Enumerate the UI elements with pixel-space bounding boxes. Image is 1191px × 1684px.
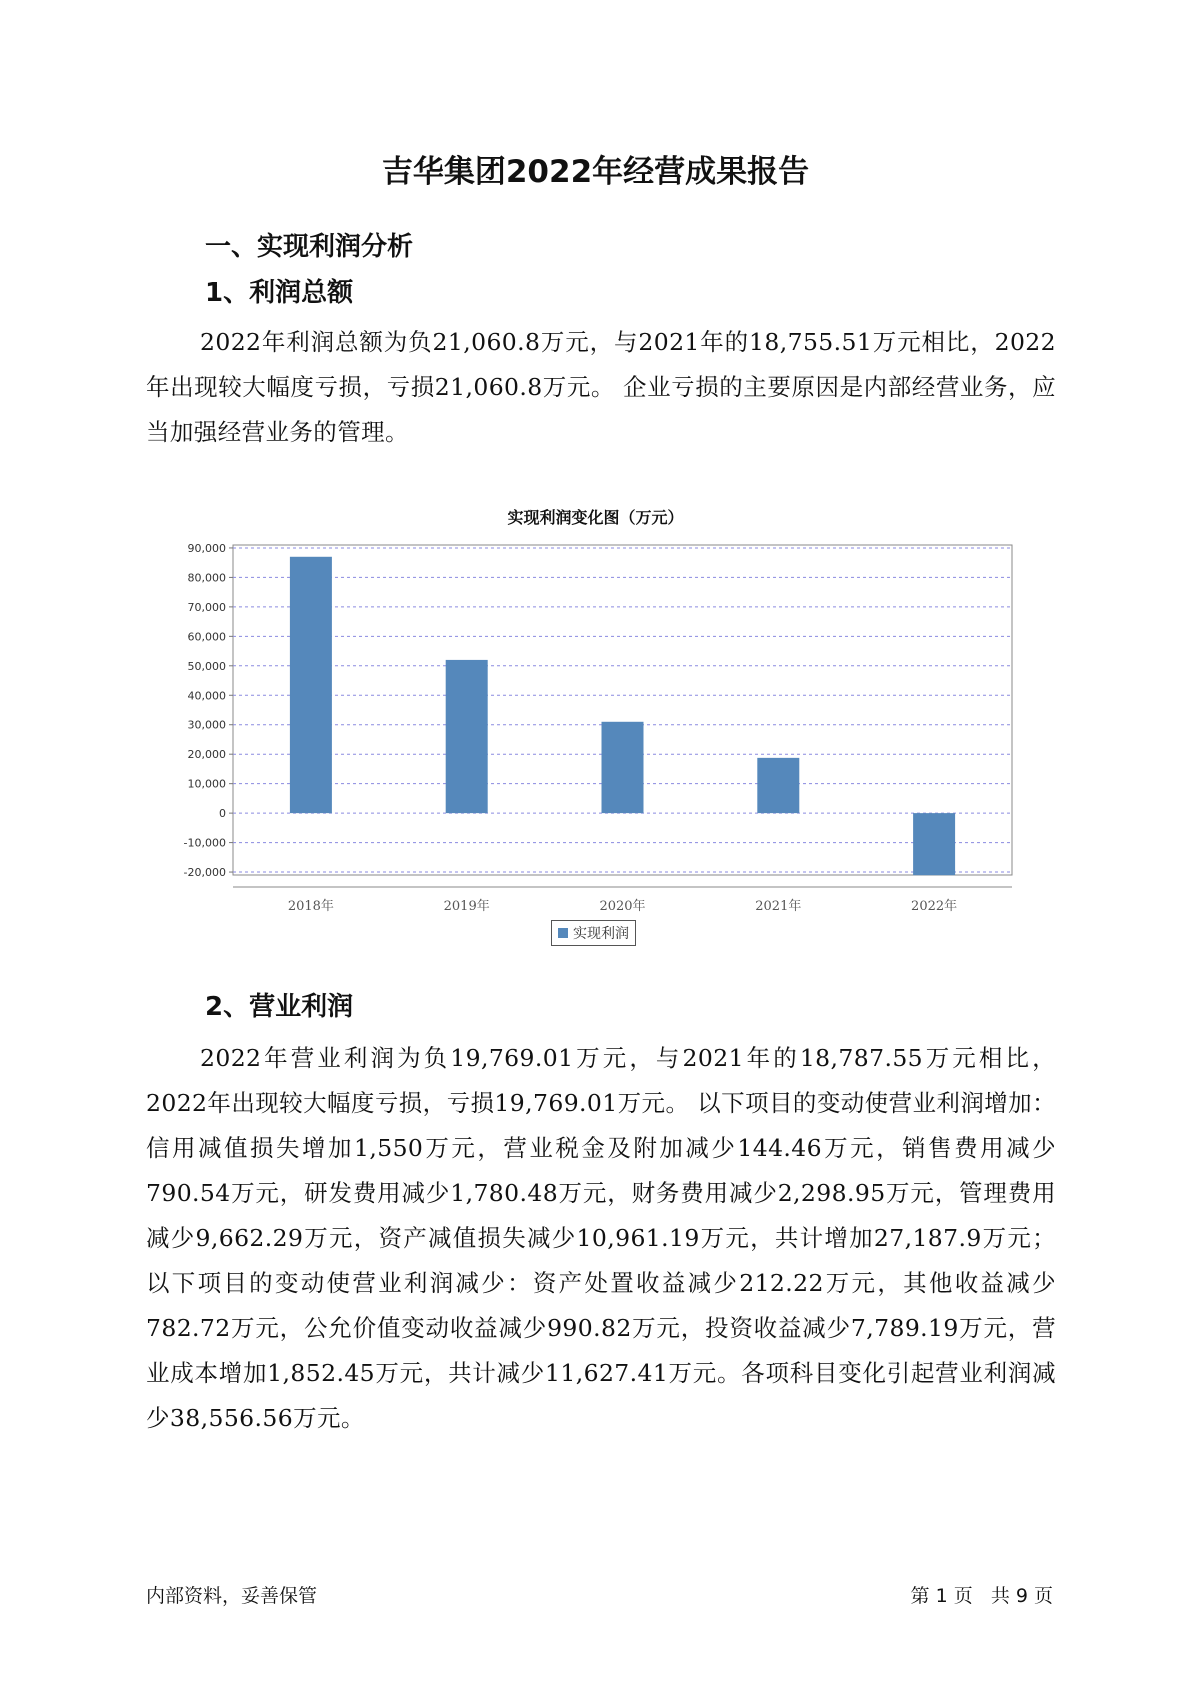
- bar-2019年: [446, 660, 488, 813]
- bar-2020年: [602, 722, 644, 813]
- y-tick-label: -10,000: [183, 836, 226, 850]
- paragraph-operating-profit: 2022年营业利润为负19,769.01万元，与2021年的18,787.55万元相比，2022年出现较大幅度亏损，亏损19,769.01万元。 以下项目的变动使营业利润增加：信用减值损失增加1,550万元，营业税金及附加减少144.46万元，销售费用减少790.54万元，研发费用减少1,780.48万元，财务费用减少2,298.95万元，管理费用减少9,662.29万元，资产减值损失减少10,961.19万元，共计增加27,187.9万元；以下项目的变动使营业利润减少：资产处置收益减少212.22万元，其他收益减少782.72万元，公允价值变动收益减少990.82万元，投资收益减少7,789.19万元，营业成本增加1,852.45万元，共计减少11,627.41万元。各项科目变化引起营业利润减少38,556.56万元。: [146, 1044, 1056, 1432]
- bar-2021年: [757, 758, 799, 813]
- section-heading-profit-analysis: 一、实现利润分析: [205, 232, 414, 262]
- y-tick-label: 0: [219, 807, 226, 821]
- y-tick-label: 30,000: [187, 718, 226, 732]
- plot-area: [233, 545, 1012, 875]
- y-tick-label: 50,000: [187, 659, 226, 673]
- chart-title: 实现利润变化图（万元）: [507, 508, 684, 527]
- x-tick-label: 2019年: [443, 899, 490, 914]
- y-tick-label: 90,000: [187, 541, 226, 555]
- legend-label: 实现利润: [573, 926, 629, 942]
- chart-legend: [551, 920, 636, 946]
- profit-bar-chart: [150, 530, 1050, 920]
- y-tick-label: 20,000: [187, 748, 226, 762]
- paragraph-total-profit: 2022年利润总额为负21,060.8万元，与2021年的18,755.51万元相比，2022年出现较大幅度亏损，亏损21,060.8万元。 企业亏损的主要原因是内部经营业务，应当加强经营业务的管理。: [146, 328, 1056, 446]
- x-tick-label: 2022年: [911, 899, 958, 914]
- subheading-operating-profit: 2、营业利润: [205, 992, 354, 1022]
- y-tick-label: 80,000: [187, 571, 226, 585]
- footer-page-number: 第 1 页 共 9 页: [910, 1585, 1053, 1607]
- y-tick-label: 10,000: [187, 777, 226, 791]
- x-tick-label: 2021年: [755, 899, 802, 914]
- x-tick-label: 2018年: [287, 899, 334, 914]
- subheading-total-profit: 1、利润总额: [205, 278, 354, 308]
- page-title: 吉华集团2022年经营成果报告: [381, 154, 810, 190]
- y-tick-label: 70,000: [187, 600, 226, 614]
- bar-2022年: [913, 813, 955, 875]
- y-tick-label: 40,000: [187, 689, 226, 703]
- y-tick-label: -20,000: [183, 866, 226, 880]
- x-tick-label: 2020年: [599, 899, 646, 914]
- bar-2018年: [290, 557, 332, 813]
- legend-swatch: [558, 928, 568, 938]
- y-tick-label: 60,000: [187, 630, 226, 644]
- footer-confidential-note: 内部资料，妥善保管: [146, 1585, 318, 1607]
